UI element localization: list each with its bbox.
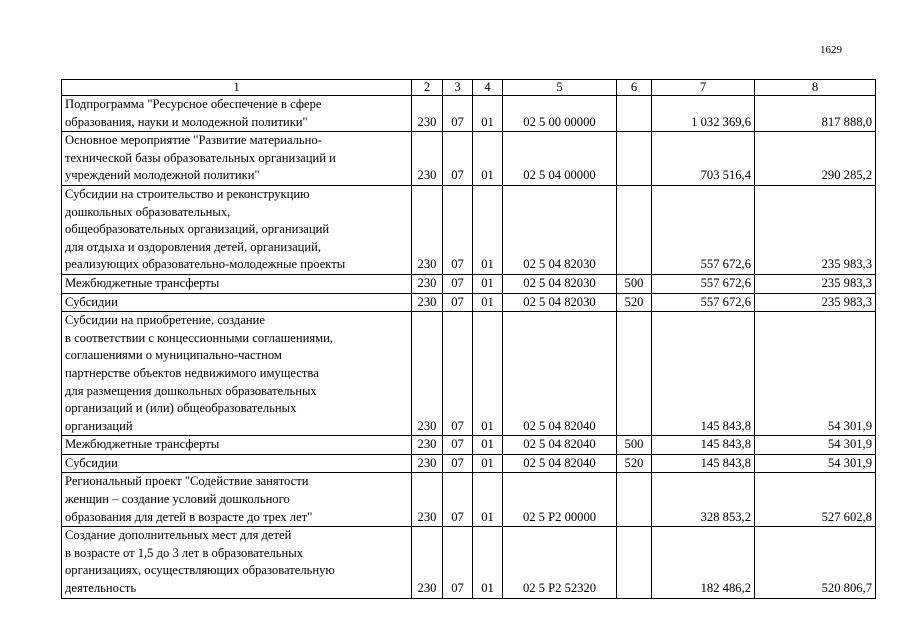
expense-type-cell: 500 [617,274,652,293]
amount-col8-cell: 290 285,2 [755,132,876,186]
table-row [62,436,876,455]
table-row [62,274,876,293]
subsection-code-cell: 01 [473,436,503,455]
subsection-code-cell: 01 [473,473,503,527]
row-name-cell: Межбюджетные трансферты [62,274,412,293]
section-code-cell: 07 [443,527,473,598]
row-name-cell: Региональный проект "Содействие занятости женщин – создание условий дошкольного образования для детей в возрасте до трех лет" [62,473,412,527]
column-header: 7 [652,80,755,96]
amount-col7-cell: 557 672,6 [652,185,755,274]
row-name-cell: Субсидии на приобретение, создание в соответствии с концессионными соглашениями, соглашениями о муниципально-частном партнерстве объектов недвижимого имущества для размещения дошкольных образовательных организаций и (или) общеобразовательных организаций [62,312,412,436]
ministry-code-cell: 230 [412,527,443,598]
page-number: 1629 [820,44,842,56]
table-row [62,185,876,274]
amount-col8-cell: 235 983,3 [755,293,876,312]
row-name-cell: Субсидии [62,454,412,473]
amount-col8-cell: 817 888,0 [755,96,876,132]
column-header: 1 [62,80,412,96]
subsection-code-cell: 01 [473,293,503,312]
amount-col8-cell: 54 301,9 [755,454,876,473]
row-name-cell: Субсидии [62,293,412,312]
section-code-cell: 07 [443,132,473,186]
target-article-cell: 02 5 P2 00000 [503,473,617,527]
column-header: 2 [412,80,443,96]
table-row [62,96,876,132]
table-row [62,527,876,598]
target-article-cell: 02 5 04 00000 [503,132,617,186]
section-code-cell: 07 [443,312,473,436]
target-article-cell: 02 5 04 82040 [503,312,617,436]
table-row [62,473,876,527]
column-header: 4 [473,80,503,96]
subsection-code-cell: 01 [473,454,503,473]
ministry-code-cell: 230 [412,436,443,455]
ministry-code-cell: 230 [412,454,443,473]
table-row [62,312,876,436]
row-name-cell: Основное мероприятие "Развитие материально- технической базы образовательных организаций и учреждений молодежной политики" [62,132,412,186]
expense-type-cell [617,185,652,274]
amount-col7-cell: 1 032 369,6 [652,96,755,132]
section-code-cell: 07 [443,454,473,473]
expense-type-cell: 520 [617,454,652,473]
section-code-cell: 07 [443,293,473,312]
expense-type-cell: 520 [617,293,652,312]
target-article-cell: 02 5 04 82030 [503,274,617,293]
amount-col8-cell: 520 806,7 [755,527,876,598]
amount-col7-cell: 557 672,6 [652,293,755,312]
row-name-cell: Субсидии на строительство и реконструкцию дошкольных образовательных, общеобразовательных организаций, организаций для отдыха и оздоровления детей, организаций, реализующих образовательно-молодежные проекты [62,185,412,274]
section-code-cell: 07 [443,274,473,293]
subsection-code-cell: 01 [473,132,503,186]
amount-col7-cell: 557 672,6 [652,274,755,293]
amount-col7-cell: 145 843,8 [652,312,755,436]
column-header: 3 [443,80,473,96]
expense-type-cell [617,132,652,186]
ministry-code-cell: 230 [412,132,443,186]
ministry-code-cell: 230 [412,293,443,312]
table-row [62,293,876,312]
row-name-cell: Межбюджетные трансферты [62,436,412,455]
section-code-cell: 07 [443,96,473,132]
table-row [62,454,876,473]
section-code-cell: 07 [443,185,473,274]
ministry-code-cell: 230 [412,274,443,293]
table-body [62,80,876,599]
subsection-code-cell: 01 [473,312,503,436]
amount-col8-cell: 54 301,9 [755,312,876,436]
ministry-code-cell: 230 [412,96,443,132]
expense-type-cell [617,96,652,132]
table-header-row [62,80,876,96]
ministry-code-cell: 230 [412,185,443,274]
row-name-cell: Создание дополнительных мест для детей в возрасте от 1,5 до 3 лет в образовательных организациях, осуществляющих образовательную деятельность [62,527,412,598]
target-article-cell: 02 5 04 82030 [503,293,617,312]
expense-type-cell [617,312,652,436]
amount-col8-cell: 527 602,8 [755,473,876,527]
amount-col7-cell: 328 853,2 [652,473,755,527]
target-article-cell: 02 5 P2 52320 [503,527,617,598]
amount-col7-cell: 145 843,8 [652,454,755,473]
budget-table [61,79,876,599]
amount-col8-cell: 54 301,9 [755,436,876,455]
row-name-cell: Подпрограмма "Ресурсное обеспечение в сфере образования, науки и молодежной политики" [62,96,412,132]
ministry-code-cell: 230 [412,312,443,436]
expense-type-cell [617,527,652,598]
amount-col8-cell: 235 983,3 [755,185,876,274]
amount-col7-cell: 145 843,8 [652,436,755,455]
expense-type-cell [617,473,652,527]
column-header: 6 [617,80,652,96]
expense-type-cell: 500 [617,436,652,455]
subsection-code-cell: 01 [473,274,503,293]
target-article-cell: 02 5 04 82040 [503,436,617,455]
target-article-cell: 02 5 04 82030 [503,185,617,274]
amount-col7-cell: 703 516,4 [652,132,755,186]
column-header: 8 [755,80,876,96]
subsection-code-cell: 01 [473,527,503,598]
amount-col7-cell: 182 486,2 [652,527,755,598]
ministry-code-cell: 230 [412,473,443,527]
subsection-code-cell: 01 [473,185,503,274]
table-row [62,132,876,186]
section-code-cell: 07 [443,436,473,455]
target-article-cell: 02 5 00 00000 [503,96,617,132]
subsection-code-cell: 01 [473,96,503,132]
section-code-cell: 07 [443,473,473,527]
column-header: 5 [503,80,617,96]
amount-col8-cell: 235 983,3 [755,274,876,293]
target-article-cell: 02 5 04 82040 [503,454,617,473]
